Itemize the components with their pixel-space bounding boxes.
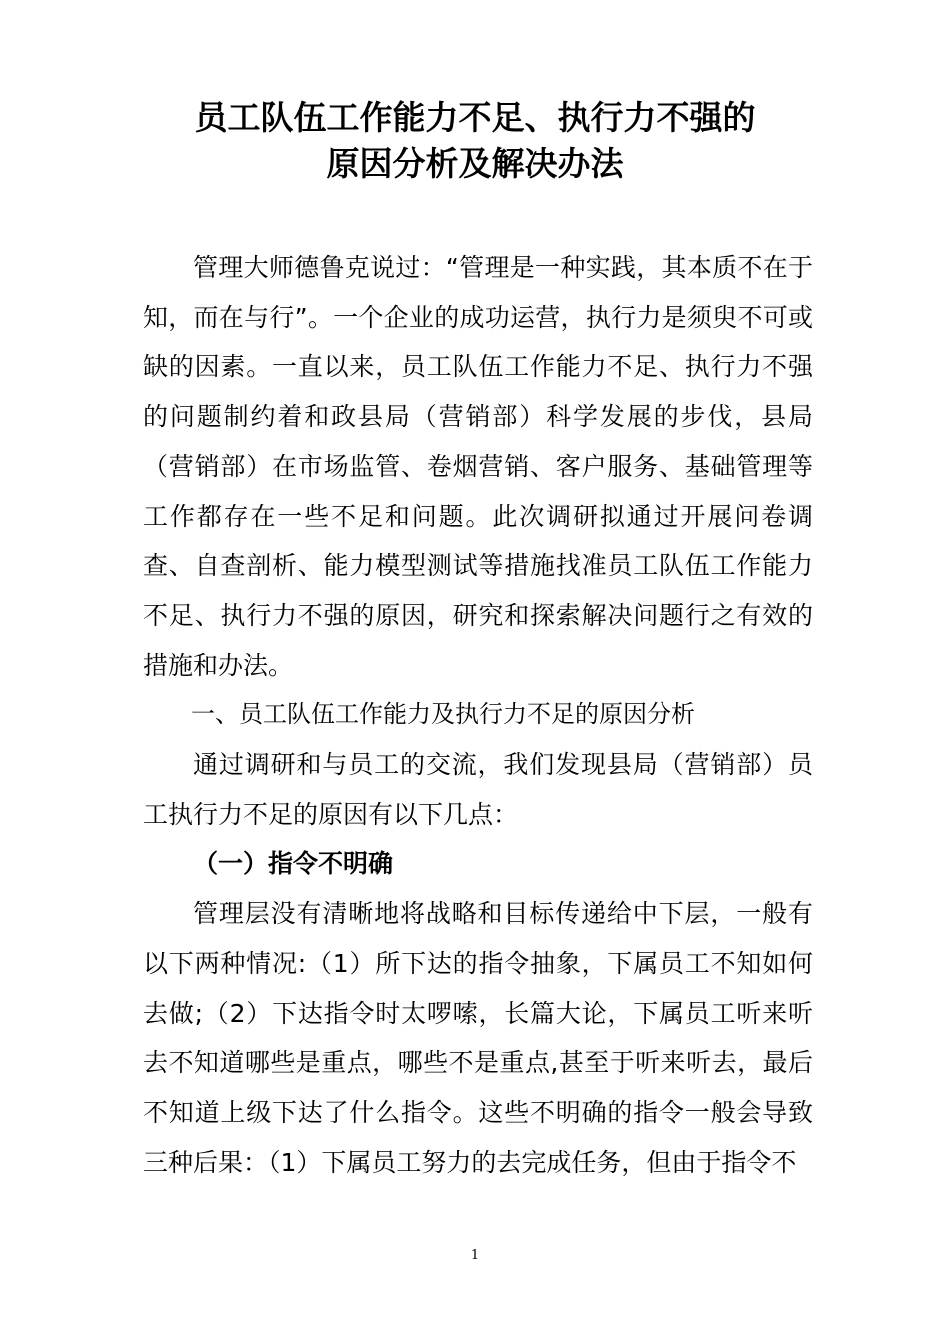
section-heading-1: 一、员工队伍工作能力及执行力不足的原因分析 [191, 700, 695, 729]
document-body [143, 243, 813, 1187]
subsection-heading-1: （一）指令不明确 [193, 849, 394, 879]
document-title-line-2: 原因分析及解决办法 [326, 144, 624, 183]
section-intro-paragraph: 通过调研和与员工的交流，我们发现县局（营销部）员工执行力不足的原因有以下几点： [143, 750, 813, 829]
document-title-line-1: 员工队伍工作能力不足、执行力不强的 [194, 98, 756, 137]
page-number: 1 [470, 1248, 480, 1263]
intro-paragraph: 管理大师德鲁克说过：“管理是一种实践，其本质不在于知，而在与行”。一个企业的成功运营，执行力是须臾不可或缺的因素。一直以来，员工队伍工作能力不足、执行力不强的问题制约着和政县局（营销部）科学发展的步伐，县局（营销部）在市场监管、卷烟营销、客户服务、基础管理等工作都存在一些不足和问题。此次调研拟通过开展问卷调查、自查剖析、能力模型测试等措施找准员工队伍工作能力不足、执行力不强的原因，研究和探索解决问题行之有效的措施和办法。 [143, 253, 813, 680]
subsection-paragraph: 管理层没有清晰地将战略和目标传递给中下层，一般有以下两种情况:（1）所下达的指令抽象，下属员工不知如何去做;（2）下达指令时太啰嗦，长篇大论，下属员工听来听去不知道哪些是重点，哪些不是重点,甚至于听来听去，最后不知道上级下达了什么指令。这些不明确的指令一般会导致三种后果：（1）下属员工努力的去完成任务，但由于指令不 [143, 899, 813, 1177]
